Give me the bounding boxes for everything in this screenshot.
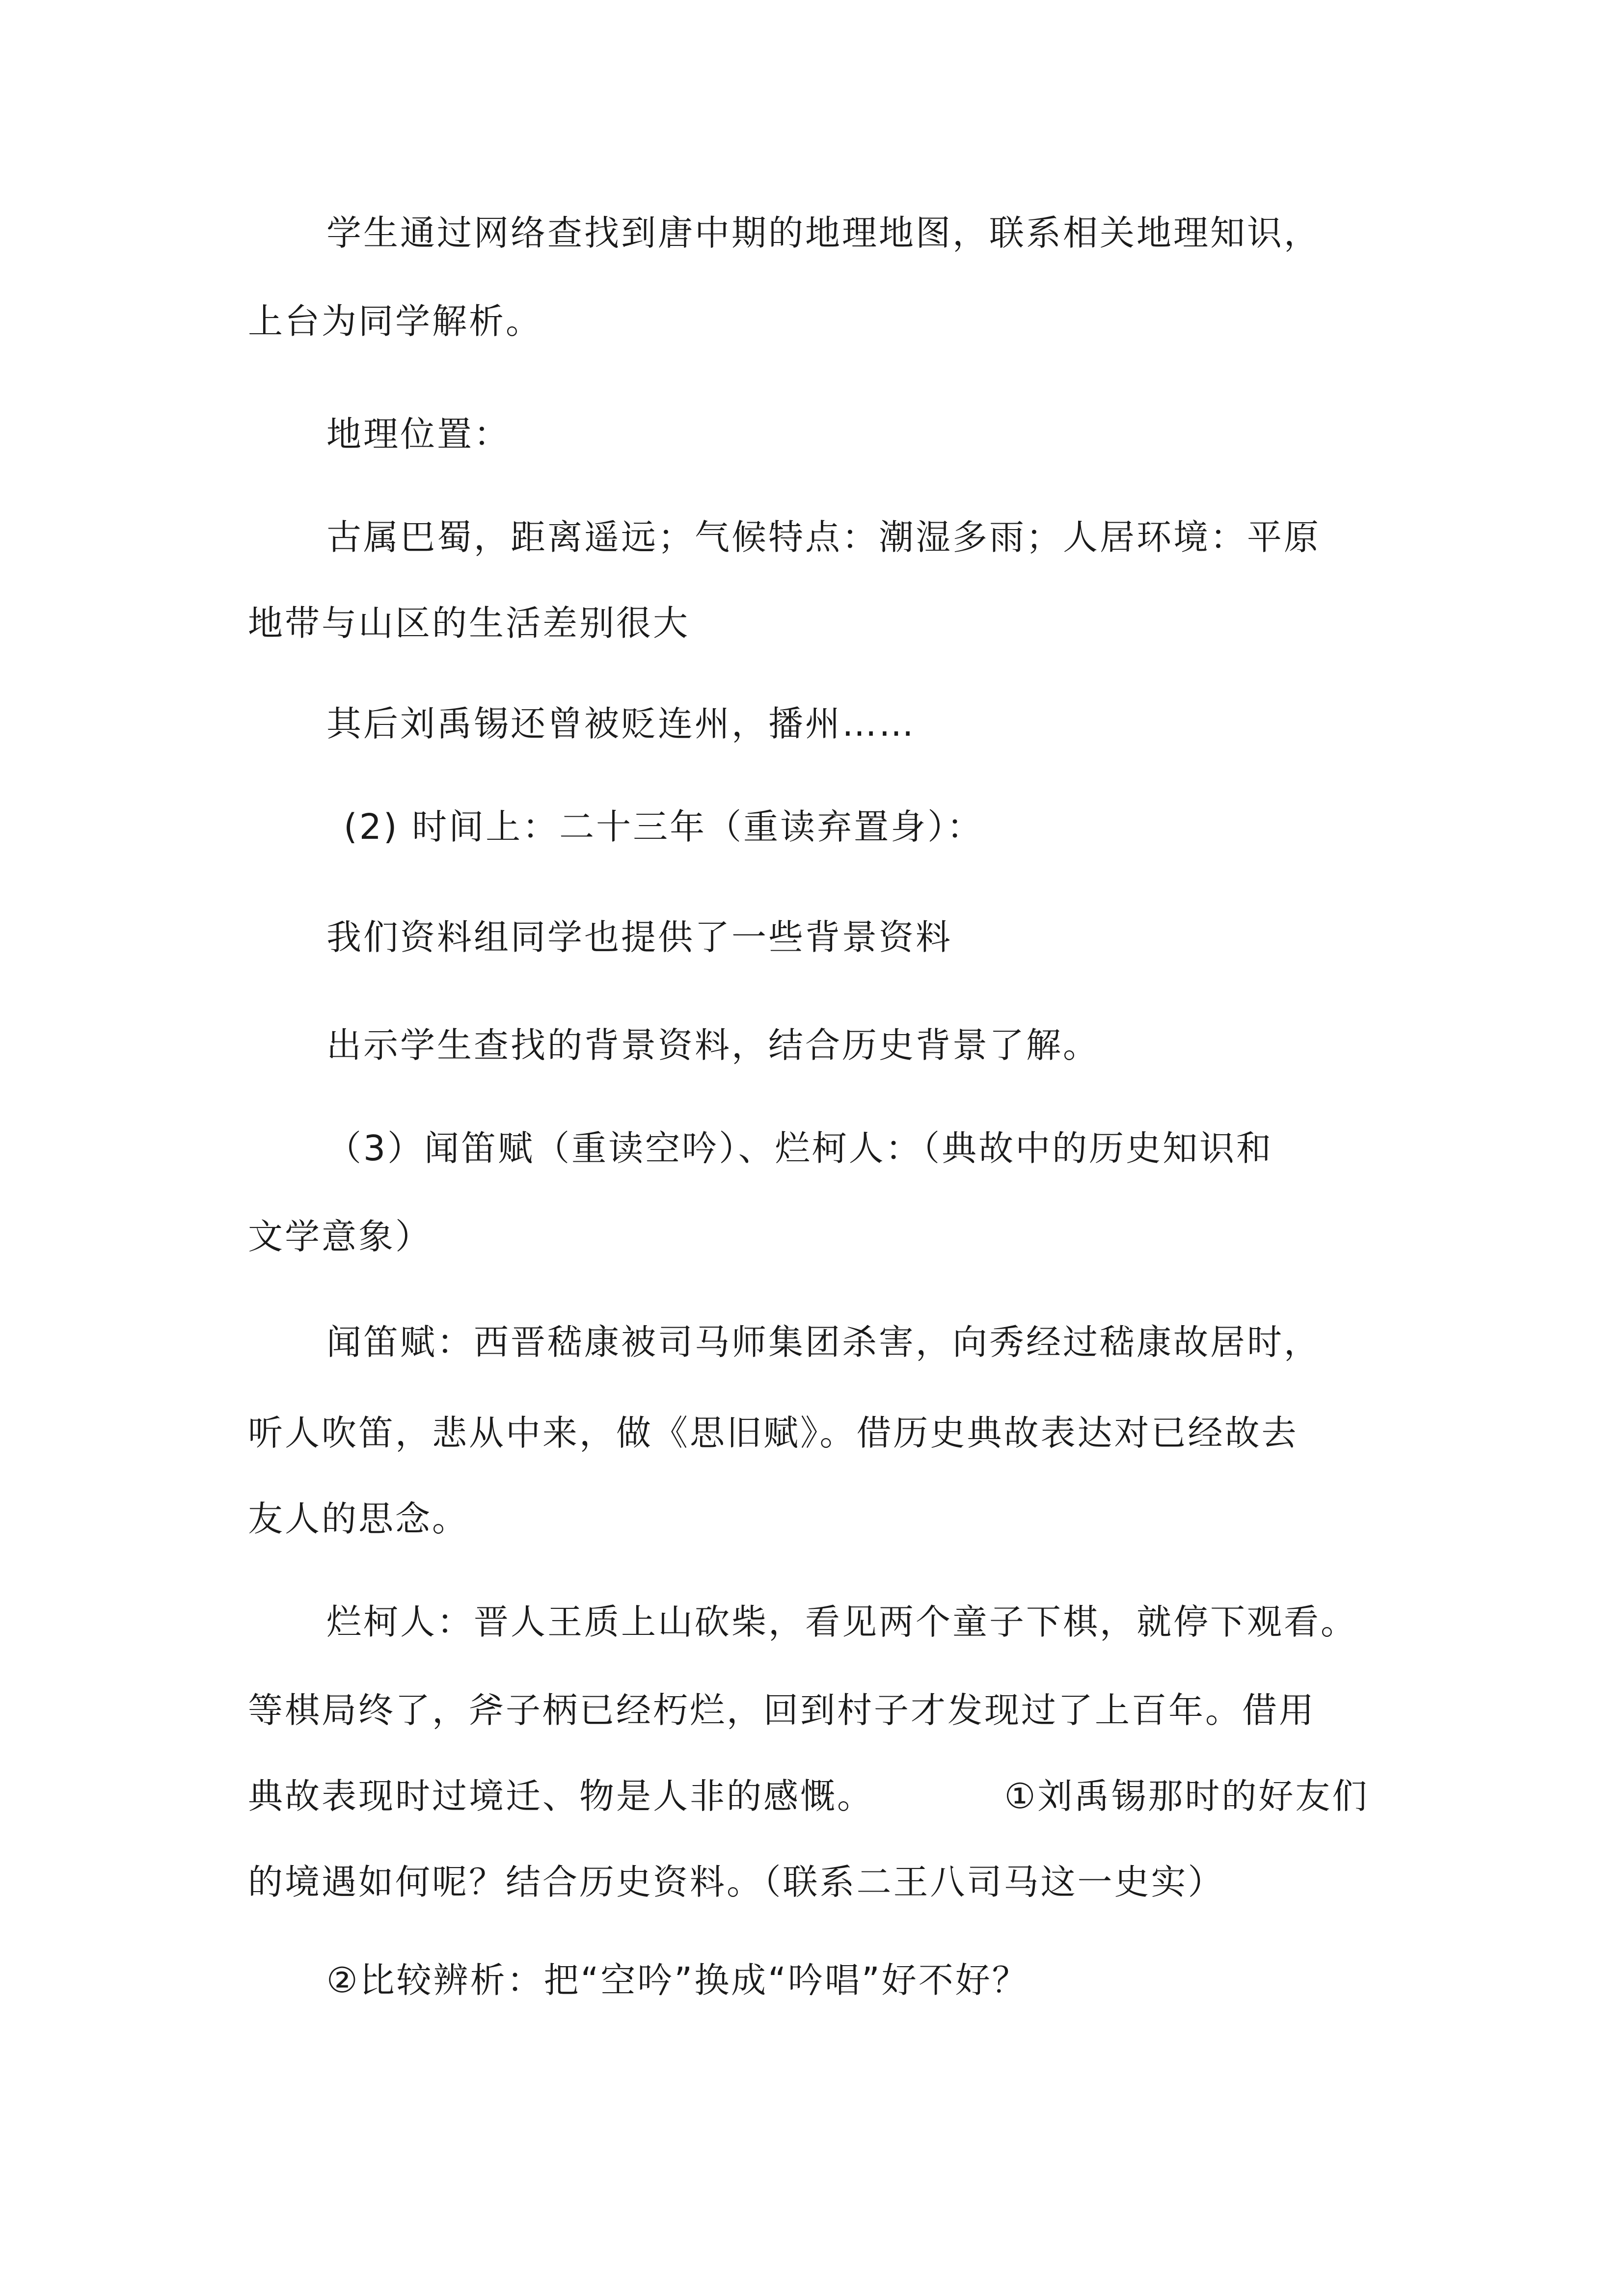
paragraph-9-line-2: 听人吹笛，悲从中来，做《思旧赋》。借历史典故表达对已经故去 bbox=[248, 1413, 1299, 1453]
paragraph-10-line-4: 的境遇如何呢？结合历史资料。（联系二王八司马这一史实） bbox=[248, 1862, 1225, 1902]
paragraph-4-line-1: 其后刘禹锡还曾被贬连州，播州…… bbox=[326, 703, 916, 744]
paragraph-6-line-1: 我们资料组同学也提供了一些背景资料 bbox=[326, 917, 953, 958]
paragraph-1-line-2: 上台为同学解析。 bbox=[248, 301, 543, 342]
paragraph-3-line-2: 地带与山区的生活差别很大 bbox=[248, 603, 690, 643]
paragraph-10-line-1: 烂柯人：晋人王质上山砍柴，看见两个童子下棋，就停下观看。 bbox=[326, 1602, 1358, 1642]
paragraph-7-line-1: 出示学生查找的背景资料，结合历史背景了解。 bbox=[326, 1025, 1100, 1066]
paragraph-10-line-2: 等棋局终了，斧子柄已经朽烂，回到村子才发现过了上百年。借用 bbox=[248, 1690, 1316, 1731]
paragraph-8-line-2: 文学意象） bbox=[248, 1216, 433, 1257]
paragraph-11-line-1: ②比较辨析：把“空吟”换成“吟唱”好不好？ bbox=[326, 1960, 1029, 2001]
paragraph-3-line-1: 古属巴蜀，距离遥远；气候特点：潮湿多雨；人居环境：平原 bbox=[326, 517, 1321, 558]
paragraph-1-line-1: 学生通过网络查找到唐中期的地理地图，联系相关地理知识， bbox=[326, 213, 1321, 253]
paragraph-9-line-1: 闻笛赋：西晋嵇康被司马师集团杀害，向秀经过嵇康故居时， bbox=[326, 1322, 1321, 1362]
paragraph-2-line-1: 地理位置： bbox=[326, 414, 511, 454]
paragraph-5-line-1: (2) 时间上：二十三年（重读弃置身）： bbox=[344, 806, 984, 847]
paragraph-10-line-3: 典故表现时过境迁、物是人非的感慨。 ①刘禹锡那时的好友们 bbox=[248, 1776, 1369, 1816]
paragraph-8-line-1: （3）闻笛赋（重读空吟）、烂柯人：（典故中的历史知识和 bbox=[326, 1128, 1273, 1169]
paragraph-9-line-3: 友人的思念。 bbox=[248, 1498, 469, 1539]
